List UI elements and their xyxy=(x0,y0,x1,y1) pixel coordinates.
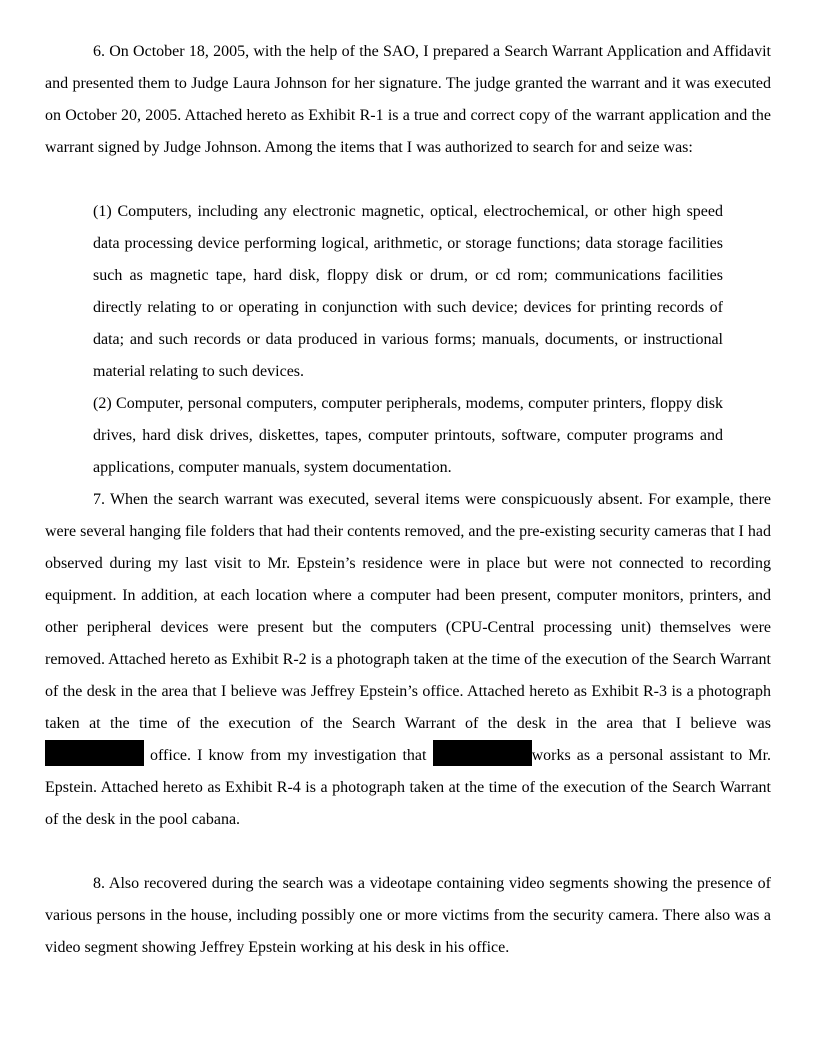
paragraph-8: 8. Also recovered during the search was a videotape containing video segments showing the presence of various persons in the house, including possibly one or more victims from the security camera. There also was a video segment showing Jeffrey Epstein working at his desk in his office. xyxy=(45,875,771,956)
paragraph-7 xyxy=(45,484,771,836)
list-item-2: (2) Computer, personal computers, computer peripherals, modems, computer printers, floppy disk drives, hard disk drives, diskettes, tapes, computer printouts, software, computer programs and applications, computer manuals, system documentation. xyxy=(93,395,723,476)
paragraph-7-text-c: works as a personal assistant to Mr. Epstein. Attached hereto as Exhibit R-4 is a photograph taken at the time of the execution of the Search Warrant of the desk in the pool cabana. xyxy=(45,747,772,828)
paragraph-7-text-a: 7. When the search warrant was executed, several items were conspicuously absent. For example, there were several hanging file folders that had their contents removed, and the pre-existing security cameras that I had observed during my last visit to Mr. Epstein’s residence were in place but were not connected to recording equipment. In addition, at each location where a computer had been present, computer monitors, printers, and other peripheral devices were present but the computers (CPU-Central processing unit) themselves were removed. Attached hereto as Exhibit R-2 is a photograph taken at the time of the execution of the Search Warrant of the desk in the area that I believe was Jeffrey Epstein’s office. Attached hereto as Exhibit R-3 is a photograph taken at the time of the execution of the Search Warrant of the desk in the area that I believe was xyxy=(45,491,771,732)
paragraph-7-text-b: office. I know from my investigation that xyxy=(150,747,427,764)
list-item-1: (1) Computers, including any electronic magnetic, optical, electrochemical, or other high speed data processing device performing logical, arithmetic, or storage functions; data storage facilities such as magnetic tape, hard disk, floppy disk or drum, or cd rom; communications facilities directly relating to or operating in conjunction with such device; devices for printing records of data; and such records or data produced in various forms; manuals, documents, or instructional material relating to such devices. xyxy=(93,203,723,380)
paragraph-6: 6. On October 18, 2005, with the help of the SAO, I prepared a Search Warrant Application and Affidavit and presented them to Judge Laura Johnson for her signature. The judge granted the warrant and it was executed on October 20, 2005. Attached hereto as Exhibit R-1 is a true and correct copy of the warrant application and the warrant signed by Judge Johnson. Among the items that I was authorized to search for and seize was: xyxy=(45,43,771,156)
redaction-box xyxy=(433,740,532,766)
redaction-box xyxy=(45,740,144,766)
